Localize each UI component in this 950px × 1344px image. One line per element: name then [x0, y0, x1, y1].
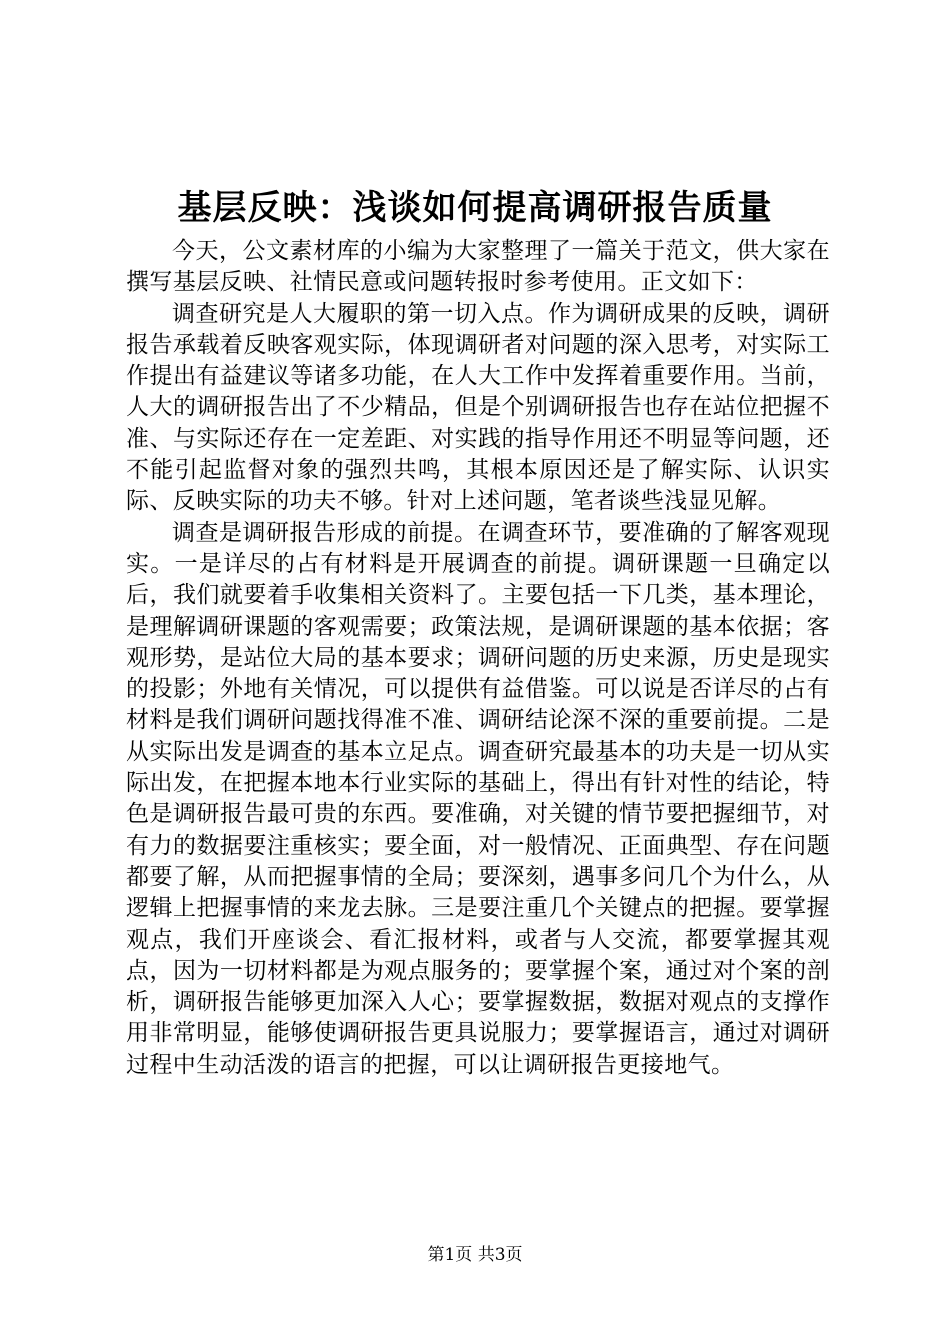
- paragraph-investigation: 调查是调研报告形成的前提。在调查环节，要准确的了解客观现实。一是详尽的占有材料是开展调查的前提。调研课题一旦确定以后，我们就要着手收集相关资料了。主要包括一下几类，基本理论，是理解调研课题的客观需要；政策法规，是调研课题的基本依据；客观形势，是站位大局的基本要求；调研问题的历史来源，历史是现实的投影；外地有关情况，可以提供有益借鉴。可以说是否详尽的占有材料是我们调研问题找得准不准、调研结论深不深的重要前提。二是从实际出发是调查的基本立足点。调查研究最基本的功夫是一切从实际出发，在把握本地本行业实际的基础上，得出有针对性的结论，特色是调研报告最可贵的东西。要准确，对关键的情节要把握细节，对有力的数据要注重核实；要全面，对一般情况、正面典型、存在问题都要了解，从而把握事情的全局；要深刻，遇事多问几个为什么，从逻辑上把握事情的来龙去脉。三是要注重几个关键点的把握。要掌握观点，我们开座谈会、看汇报材料，或者与人交流，都要掌握其观点，因为一切材料都是为观点服务的；要掌握个案，通过对个案的剖析，调研报告能够更加深入人心；要掌握数据，数据对观点的支撑作用非常明显，能够使调研报告更具说服力；要掌握语言，通过对调研过程中生动活泼的语言的把握，可以让调研报告更接地气。: [126, 519, 830, 1078]
- paragraph-background: 调查研究是人大履职的第一切入点。作为调研成果的反映，调研报告承载着反映客观实际，体现调研者对问题的深入思考，对实际工作提出有益建议等诸多功能，在人大工作中发挥着重要作用。当前，人大的调研报告出了不少精品，但是个别调研报告也存在站位把握不准、与实际还存在一定差距、对实践的指导作用还不明显等问题，还不能引起监督对象的强烈共鸣，其根本原因还是了解实际、认识实际、反映实际的功夫不够。针对上述问题，笔者谈些浅显见解。: [126, 300, 830, 515]
- document-body: [126, 236, 830, 1081]
- paragraph-intro: 今天，公文素材库的小编为大家整理了一篇关于范文，供大家在撰写基层反映、社情民意或问题转报时参考使用。正文如下：: [126, 238, 830, 296]
- document-title: 基层反映：浅谈如何提高调研报告质量: [177, 188, 773, 228]
- page-number-footer: 第1页 共3页: [427, 1245, 523, 1265]
